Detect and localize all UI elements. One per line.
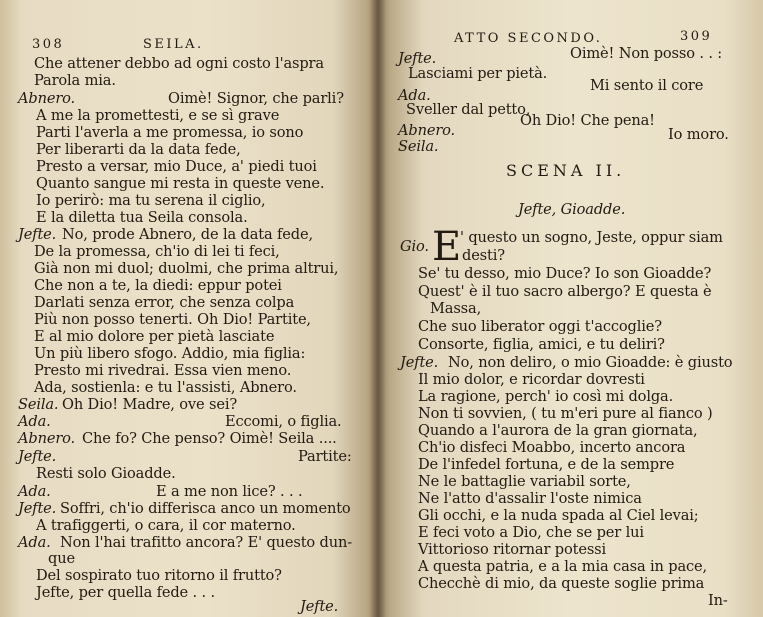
text-line: Eccomi, o figlia. bbox=[225, 413, 342, 430]
text-line: A questa patria, e a la mia casa in pace, bbox=[418, 558, 707, 575]
scene-characters: Jefte, Gioadde. bbox=[518, 201, 626, 218]
text-line: Già non mi duol; duolmi, che prima altrui, bbox=[34, 260, 339, 277]
text-line: De l'infedel fortuna, e de la sempre bbox=[418, 456, 675, 473]
text-line: Ada, sostienla: e tu l'assisti, Abnero. bbox=[34, 379, 297, 396]
text-line: E la diletta tua Seila consola. bbox=[36, 209, 248, 226]
speaker-label: Ada. bbox=[18, 483, 51, 500]
drop-capital: E bbox=[432, 224, 462, 270]
text-line: Io moro. bbox=[668, 126, 729, 143]
text-line: Quando a l'aurora de la gran giornata, bbox=[418, 422, 698, 439]
text-line: desti? bbox=[462, 247, 505, 264]
text-line: A trafiggerti, o cara, il cor materno. bbox=[36, 517, 296, 534]
text-line: Ne l'atto d'assalir l'oste nimica bbox=[418, 490, 642, 507]
text-line: Più non posso tenerti. Oh Dio! Partite, bbox=[34, 311, 311, 328]
text-line: Parti l'averla a me promessa, io sono bbox=[36, 124, 304, 141]
text-line: No, prode Abnero, de la data fede, bbox=[62, 226, 313, 243]
text-line: Oh Dio! Che pena! bbox=[520, 112, 655, 129]
text-line: Ch'io disfeci Moabbo, incerto ancora bbox=[418, 439, 686, 456]
text-line: Resti solo Gioadde. bbox=[36, 465, 176, 482]
text-line: Il mio dolor, e ricordar dovresti bbox=[418, 371, 645, 388]
speaker-label: Ada. bbox=[18, 534, 51, 551]
text-line: Che fo? Che penso? Oimè! Seila .... bbox=[82, 430, 337, 447]
text-line: que bbox=[48, 550, 75, 567]
speaker-label: Jefte. bbox=[18, 500, 57, 517]
page-number: 309 bbox=[680, 29, 713, 44]
text-line: A me la promettesti, e se sì grave bbox=[36, 107, 280, 124]
speaker-label: Jefte. bbox=[400, 354, 439, 371]
catchword: Jefte. bbox=[300, 598, 339, 615]
text-line: Mi sento il core bbox=[590, 77, 704, 94]
text-line: Del sospirato tuo ritorno il frutto? bbox=[36, 567, 282, 584]
speaker-label: Jefte. bbox=[398, 50, 437, 67]
text-line: Ne le battaglie variabil sorte, bbox=[418, 473, 631, 490]
running-head: SEILA. bbox=[143, 37, 204, 52]
text-line: E feci voto a Dio, che se per lui bbox=[418, 524, 644, 541]
running-head: ATTO SECONDO. bbox=[454, 31, 603, 46]
text-line: Quest' è il tuo sacro albergo? E questa è bbox=[418, 283, 712, 300]
speaker-label: Abnero. bbox=[18, 430, 76, 447]
right-page bbox=[378, 0, 763, 617]
text-line: Che attener debbo ad ogni costo l'aspra bbox=[34, 55, 324, 72]
book-gutter bbox=[370, 0, 386, 617]
speaker-label: Abnero. bbox=[18, 90, 76, 107]
text-line: Io perirò: ma tu serena il ciglio, bbox=[36, 192, 266, 209]
text-line: Partite: bbox=[298, 448, 352, 465]
speaker-label: Jefte. bbox=[18, 226, 57, 243]
text-line: No, non deliro, o mio Gioadde: è giusto bbox=[448, 354, 733, 371]
text-line: Se' tu desso, mio Duce? Io son Gioadde? bbox=[418, 265, 712, 282]
text-line: Presto mi rivedrai. Essa vien meno. bbox=[34, 362, 292, 379]
text-line: Oh Dio! Madre, ove sei? bbox=[62, 396, 238, 413]
text-line: Un più libero sfogo. Addio, mia figlia: bbox=[34, 345, 306, 362]
scene-heading: SCENA II. bbox=[506, 161, 626, 180]
left-page bbox=[0, 0, 378, 617]
text-line: Gli occhi, e la nuda spada al Ciel levai; bbox=[418, 507, 699, 524]
text-line: Oimè! Signor, che parli? bbox=[168, 90, 344, 107]
text-line: Non ti sovvien, ( tu m'eri pure al fianco ) bbox=[418, 405, 713, 422]
text-line: Parola mia. bbox=[34, 72, 116, 89]
text-line: E a me non lice? . . . bbox=[156, 483, 303, 500]
text-line: Che suo liberator oggi t'accoglie? bbox=[418, 318, 662, 335]
speaker-label: Gio. bbox=[400, 238, 429, 255]
speaker-label: Ada. bbox=[18, 413, 51, 430]
text-line: Vittorioso ritornar potessi bbox=[418, 541, 607, 558]
text-line: Lasciami per pietà. bbox=[408, 65, 548, 82]
text-line: De la promessa, ch'io di lei ti feci, bbox=[34, 243, 280, 260]
text-line: ' questo un sogno, Jeste, oppur siam bbox=[460, 229, 723, 246]
speaker-label: Seila. bbox=[18, 396, 59, 413]
text-line: Soffri, ch'io differisca anco un momento bbox=[60, 500, 351, 517]
text-line: Quanto sangue mi resta in queste vene. bbox=[36, 175, 325, 192]
text-line: Per liberarti da la data fede, bbox=[36, 141, 241, 158]
text-line: Oimè! Non posso . . : bbox=[570, 45, 723, 62]
text-line: Darlati senza error, che senza colpa bbox=[34, 294, 295, 311]
page-number: 308 bbox=[32, 37, 65, 52]
text-line: E al mio dolore per pietà lasciate bbox=[34, 328, 275, 345]
text-line: Che non a te, la diedi: eppur potei bbox=[34, 277, 282, 294]
text-line: Non l'hai trafitto ancora? E' questo dun- bbox=[60, 534, 353, 551]
text-line: Consorte, figlia, amici, e tu deliri? bbox=[418, 336, 665, 353]
speaker-label: Ada. bbox=[398, 87, 431, 104]
speaker-label: Jefte. bbox=[18, 448, 57, 465]
text-line: Massa, bbox=[430, 300, 482, 317]
text-line: Sveller dal petto, bbox=[406, 101, 531, 118]
speaker-label: Seila. bbox=[398, 138, 439, 155]
speaker-label: Abnero. bbox=[398, 122, 456, 139]
text-line: La ragione, perch' io così mi dolga. bbox=[418, 388, 674, 405]
catchword: In- bbox=[708, 592, 728, 609]
text-line: Presto a versar, mio Duce, a' piedi tuoi bbox=[36, 158, 317, 175]
text-line: Jefte, per quella fede . . . bbox=[36, 584, 215, 601]
text-line: Checchè di mio, da queste soglie prima bbox=[418, 575, 705, 592]
